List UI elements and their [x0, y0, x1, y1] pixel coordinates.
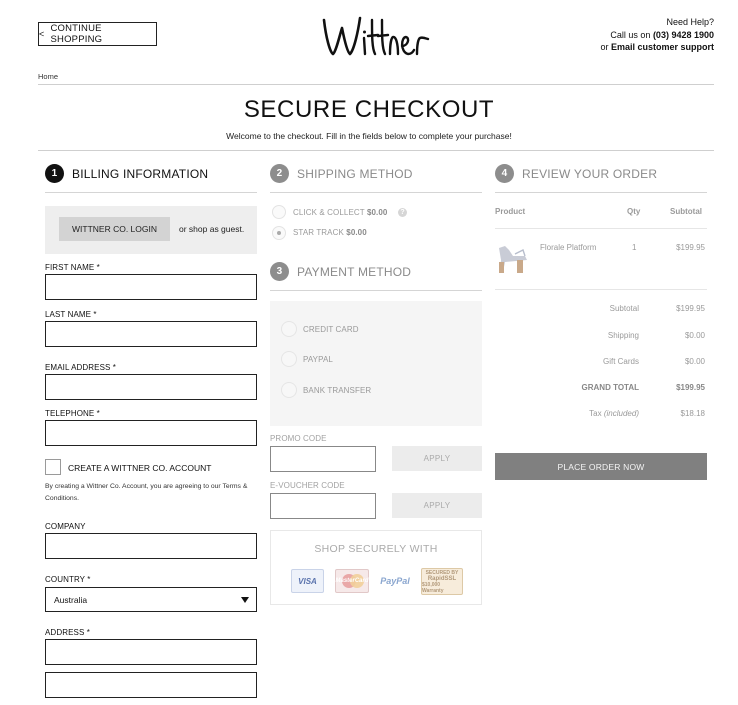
item-divider: [495, 289, 707, 290]
billing-heading-divider: [45, 192, 257, 193]
company-field[interactable]: [45, 533, 257, 559]
breadcrumb-home[interactable]: Home: [38, 72, 59, 81]
tax-label: [540, 409, 639, 418]
email-field[interactable]: [45, 374, 257, 400]
secure-title: SHOP SECURELY WITH: [314, 543, 438, 555]
wittner-logo[interactable]: [318, 8, 434, 64]
telephone-field[interactable]: [45, 420, 257, 446]
star-track-option[interactable]: [293, 228, 367, 237]
step-number-1: 1: [45, 164, 64, 183]
country-label: COUNTRY *: [45, 575, 91, 584]
step-payment-heading: [270, 262, 411, 281]
billing-heading-label: BILLING INFORMATION: [72, 166, 209, 181]
or-prefix: or: [600, 42, 611, 52]
telephone-label: TELEPHONE *: [45, 409, 100, 418]
dropdown-caret-icon: [241, 597, 249, 603]
product-qty: 1: [632, 243, 637, 252]
email-label: EMAIL ADDRESS *: [45, 363, 117, 372]
tax-included-note: (included): [603, 409, 639, 418]
bank-transfer-label[interactable]: BANK TRANSFER: [303, 386, 372, 395]
call-prefix: Call us on: [610, 29, 653, 40]
rapidssl-badge: [421, 568, 463, 595]
step-review-heading: [495, 164, 657, 183]
ssl-line3: $10,000 Warranty: [422, 581, 444, 594]
email-support-link[interactable]: Email customer support: [610, 42, 714, 52]
welcome-text: Welcome to the checkout. Fill in the fields below to complete your purchase!: [226, 131, 512, 141]
paypal-radio[interactable]: [281, 351, 297, 367]
mastercard-logo: [335, 569, 369, 593]
click-collect-price: $0.00: [366, 208, 388, 217]
voucher-code-label: E-VOUCHER CODE: [270, 481, 345, 490]
star-track-price: $0.00: [346, 228, 367, 237]
grand-total-value: $199.95: [676, 383, 705, 392]
paypal-logo: PayPal: [380, 576, 410, 586]
click-collect-radio[interactable]: [272, 205, 286, 219]
first-name-label: FIRST NAME *: [45, 263, 100, 272]
address-label: ADDRESS *: [45, 628, 90, 637]
country-value: Australia: [54, 594, 88, 605]
last-name-label: LAST NAME *: [45, 310, 97, 319]
page-title: SECURE CHECKOUT: [243, 96, 495, 123]
step-number-3: 3: [270, 262, 289, 281]
payment-options-panel: [270, 301, 482, 426]
promo-code-field[interactable]: [270, 446, 376, 472]
continue-shopping-button[interactable]: [38, 22, 157, 46]
star-track-label: STAR TRACK: [293, 228, 344, 237]
review-heading-divider: [495, 192, 707, 193]
title-divider: [38, 150, 714, 151]
step-number-2: 2: [270, 164, 289, 183]
credit-card-label[interactable]: CREDIT CARD: [303, 325, 359, 334]
step-shipping-heading: [270, 164, 413, 183]
tax-value: $18.18: [680, 409, 705, 418]
country-select[interactable]: [45, 587, 257, 612]
bank-transfer-radio[interactable]: [281, 382, 297, 398]
step-number-4: 4: [495, 164, 514, 183]
company-label: COMPANY: [45, 522, 86, 531]
payment-heading-label: PAYMENT METHOD: [297, 264, 412, 279]
address-line1-field[interactable]: [45, 639, 257, 665]
help-title: Need Help?: [666, 17, 714, 27]
voucher-code-field[interactable]: [270, 493, 376, 519]
shipping-heading-divider: [270, 192, 482, 193]
subtotal-value: $199.95: [676, 304, 705, 313]
promo-code-label: PROMO CODE: [270, 434, 327, 443]
help-contact: [600, 16, 714, 54]
gift-cards-value: $0.00: [684, 357, 705, 366]
last-name-field[interactable]: [45, 321, 257, 347]
first-name-field[interactable]: [45, 274, 257, 300]
credit-card-radio[interactable]: [281, 321, 297, 337]
col-subtotal: Subtotal: [670, 207, 702, 216]
place-order-button[interactable]: PLACE ORDER NOW: [495, 453, 707, 480]
address-line2-field[interactable]: [45, 672, 257, 698]
create-account-checkbox[interactable]: [45, 459, 61, 475]
click-collect-label: CLICK & COLLECT: [293, 208, 365, 217]
shipping-label: Shipping: [607, 331, 639, 340]
login-panel: [45, 206, 257, 254]
product-name[interactable]: Florale Platform: [540, 243, 597, 252]
click-collect-option[interactable]: [293, 208, 387, 217]
chevron-left-icon: <: [39, 29, 45, 39]
secure-payment-panel: [270, 530, 482, 605]
create-account-label[interactable]: CREATE A WITTNER CO. ACCOUNT: [68, 463, 212, 473]
paypal-label[interactable]: PAYPAL: [303, 355, 333, 364]
header-divider: [38, 84, 714, 85]
phone-number[interactable]: (03) 9428 1900: [652, 29, 714, 40]
continue-shopping-label: CONTINUE SHOPPING: [50, 23, 103, 45]
guest-text: or shop as guest.: [179, 224, 245, 234]
ssl-line2: RapidSSL: [427, 575, 457, 582]
col-product: Product: [495, 207, 526, 216]
star-track-radio[interactable]: [272, 226, 286, 240]
apply-voucher-button[interactable]: APPLY: [392, 493, 482, 518]
help-question-icon[interactable]: ?: [398, 208, 407, 217]
visa-logo: VISA: [291, 569, 324, 593]
gift-cards-label: Gift Cards: [602, 357, 639, 366]
wittner-login-button[interactable]: WITTNER CO. LOGIN: [59, 217, 170, 241]
shipping-value: $0.00: [684, 331, 705, 340]
subtotal-label: Subtotal: [609, 304, 639, 313]
shipping-heading-label: SHIPPING METHOD: [297, 166, 413, 181]
ssl-line1: SECURED BY: [425, 569, 459, 576]
payment-heading-divider: [270, 290, 482, 291]
terms-agreement-text: By creating a Wittner Co. Account, you are agreeing to our Terms & Conditions.: [45, 483, 248, 502]
review-heading-label: REVIEW YOUR ORDER: [522, 166, 658, 181]
step-billing-heading: [45, 164, 208, 183]
mastercard-text: MasterCard: [335, 578, 369, 584]
product-subtotal: $199.95: [676, 243, 705, 252]
product-thumbnail[interactable]: [495, 242, 531, 276]
apply-promo-button[interactable]: APPLY: [392, 446, 482, 471]
table-header-divider: [495, 228, 707, 229]
tax-label-text: Tax: [589, 409, 602, 418]
col-qty: Qty: [627, 207, 641, 216]
grand-total-label: GRAND TOTAL: [581, 383, 639, 392]
